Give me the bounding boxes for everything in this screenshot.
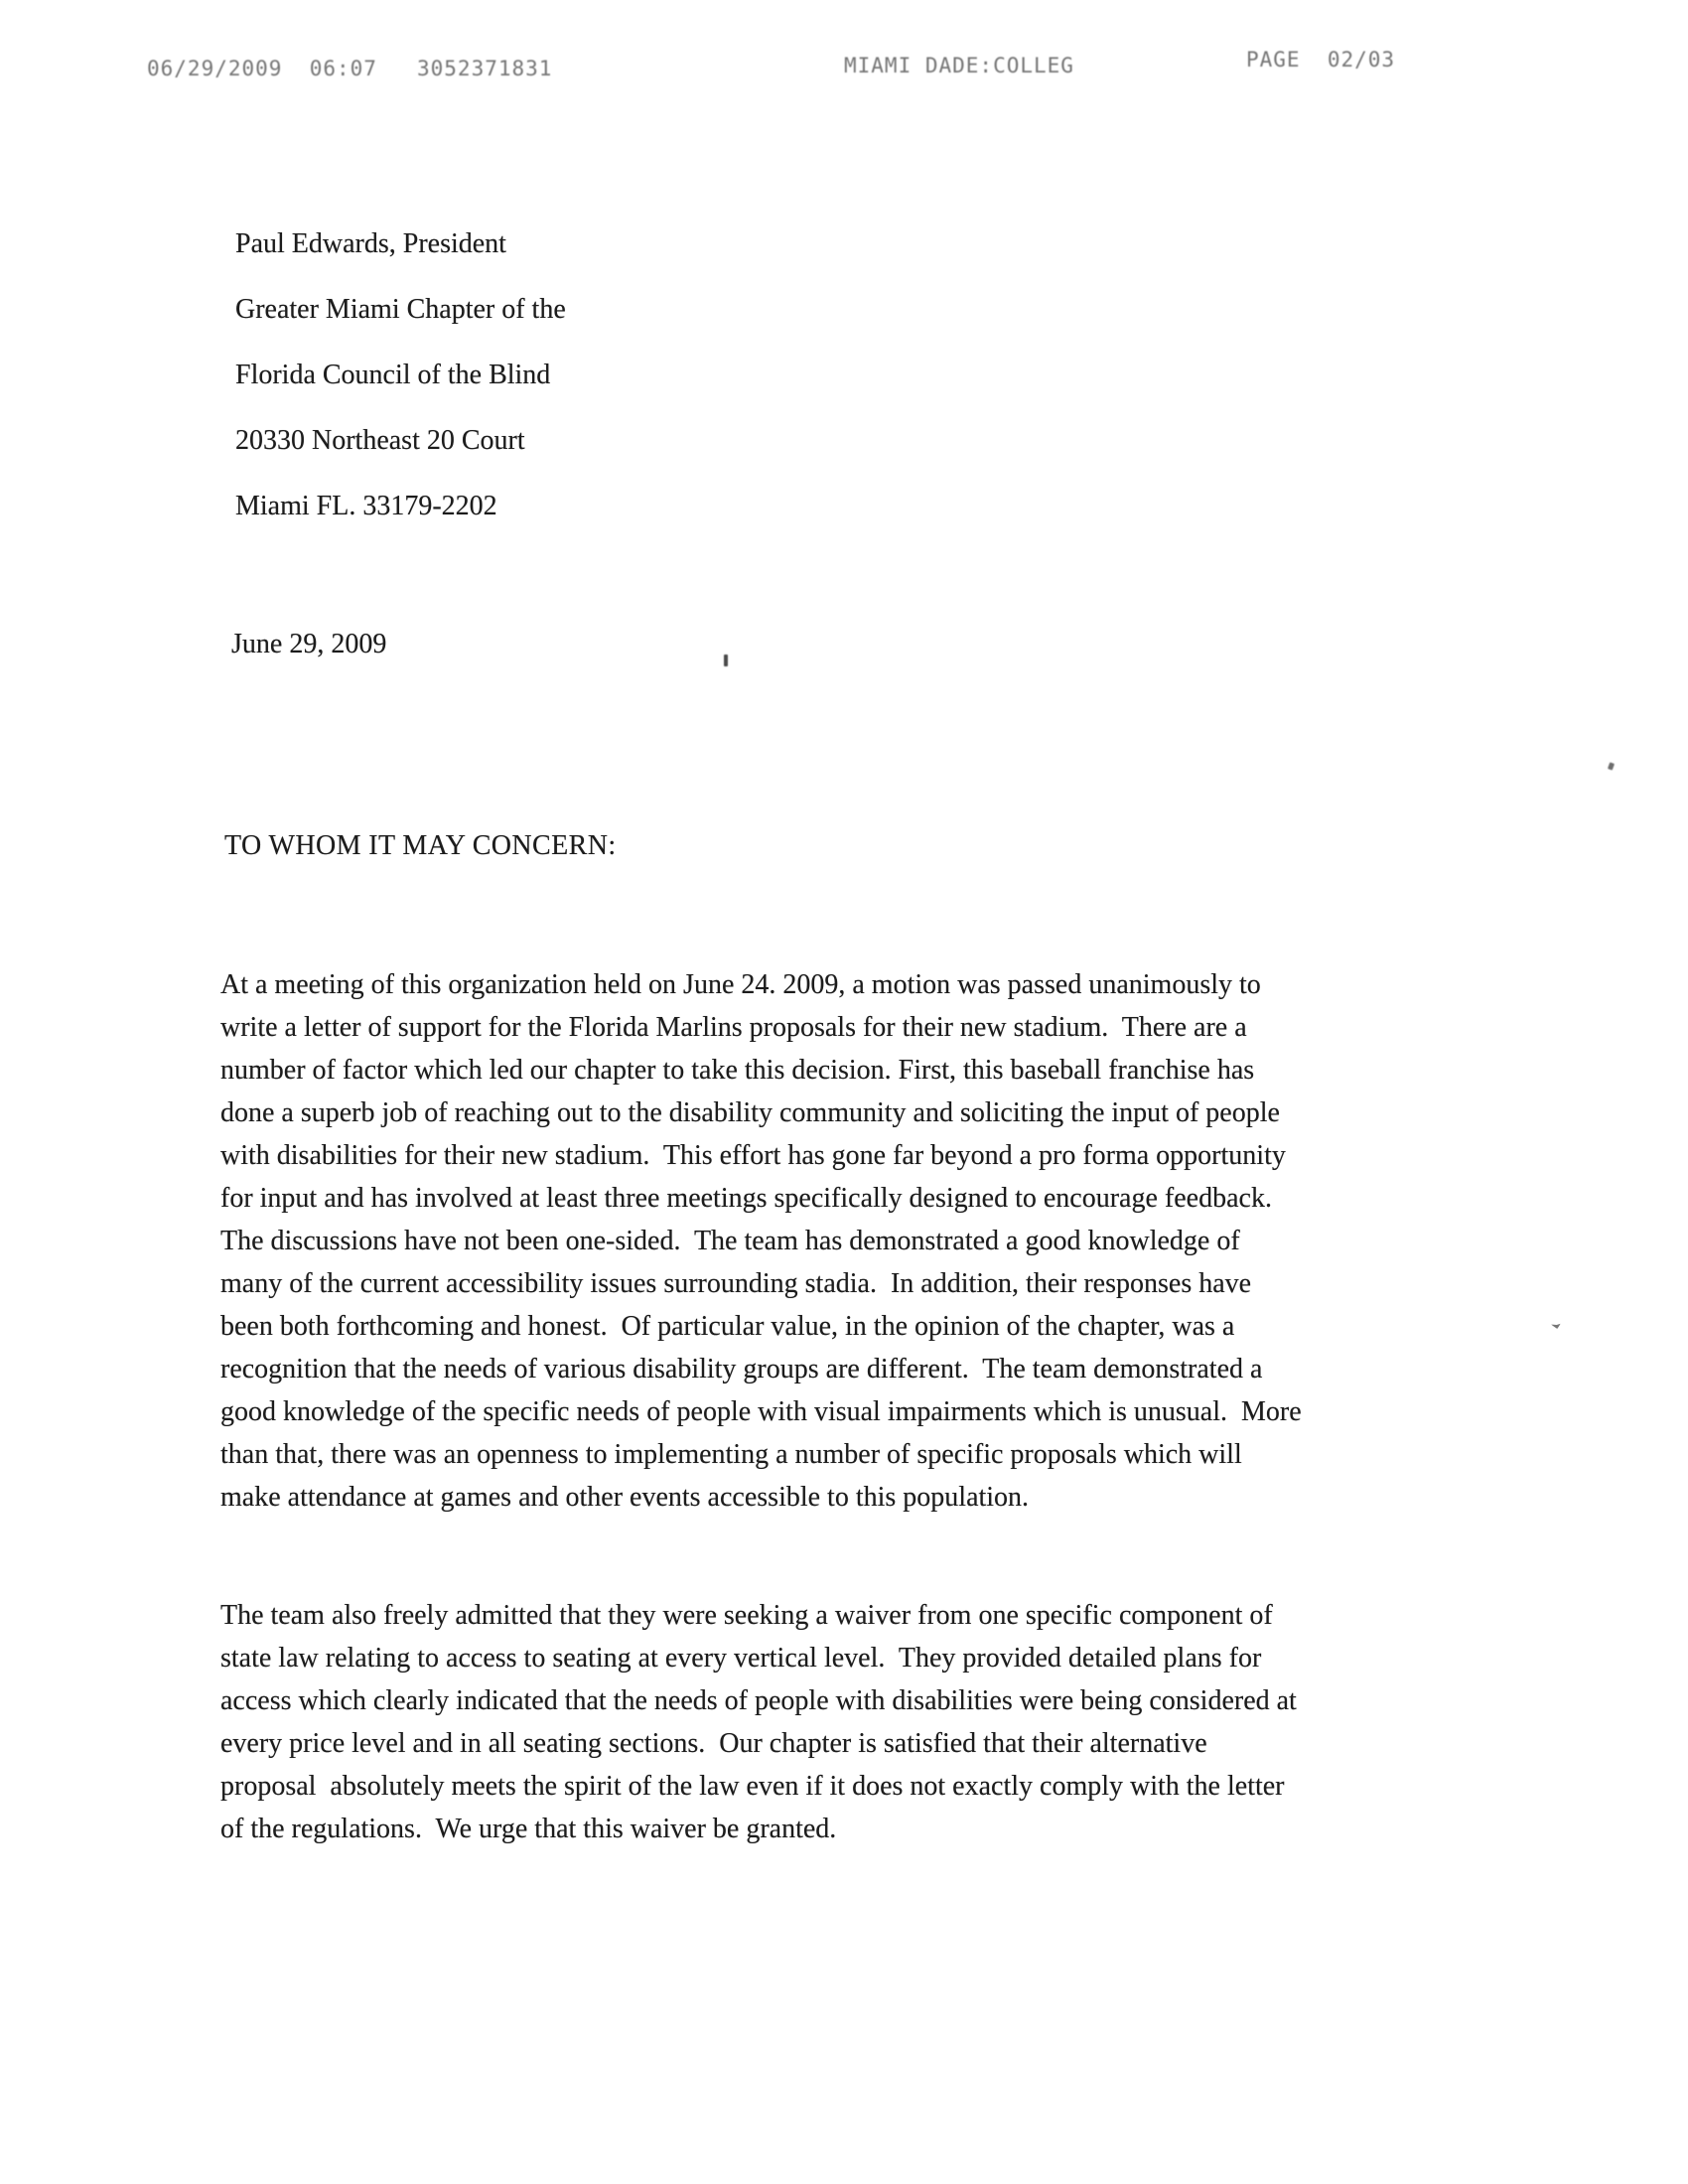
body-line: write a letter of support for the Florida Marlins proposals for their new stadium. There are a <box>220 1012 1247 1043</box>
body-line: every price level and in all seating sections. Our chapter is satisfied that their alternative <box>220 1728 1207 1759</box>
body-line: access which clearly indicated that the needs of people with disabilities were being considered at <box>220 1685 1297 1716</box>
body-paragraph-2 <box>220 1594 1297 1850</box>
body-line: for input and has involved at least three meetings specifically designed to encourage feedback. <box>220 1183 1272 1214</box>
body-line: At a meeting of this organization held on June 24. 2009, a motion was passed unanimously to <box>220 969 1261 1000</box>
sender-name-line: Paul Edwards, President <box>235 228 506 259</box>
address-line: Miami FL. 33179-2202 <box>235 491 497 521</box>
body-line: done a superb job of reaching out to the disability community and soliciting the input of people <box>220 1097 1280 1128</box>
fax-page-indicator: PAGE 02/03 <box>1246 48 1396 72</box>
fax-datetime: 06/29/2009 06:07 <box>147 57 377 80</box>
body-line: state law relating to access to seating at every vertical level. They provided detailed plans for <box>220 1643 1262 1674</box>
fax-sender-number: 3052371831 <box>417 57 553 80</box>
address-line: Florida Council of the Blind <box>235 360 551 390</box>
fax-sender-name: MIAMI DADE:COLLEG <box>844 54 1074 77</box>
scan-artifact-speck <box>1608 762 1615 770</box>
address-line: Greater Miami Chapter of the <box>235 294 566 325</box>
body-line: make attendance at games and other events accessible to this population. <box>220 1482 1030 1513</box>
body-line: been both forthcoming and honest. Of particular value, in the opinion of the chapter, was a <box>220 1311 1235 1342</box>
letter-date: June 29, 2009 <box>231 629 387 659</box>
body-line: than that, there was an openness to implementing a number of specific proposals which will <box>220 1439 1242 1470</box>
address-line: 20330 Northeast 20 Court <box>235 425 525 456</box>
body-line: number of factor which led our chapter to take this decision. First, this baseball franchise has <box>220 1055 1255 1086</box>
body-line: recognition that the needs of various disability groups are different. The team demonstrated a <box>220 1354 1263 1384</box>
body-line: of the regulations. We urge that this waiver be granted. <box>220 1814 837 1844</box>
body-line: proposal absolutely meets the spirit of the law even if it does not exactly comply with the letter <box>220 1771 1285 1802</box>
body-line: with disabilities for their new stadium. This effort has gone far beyond a pro forma opportunity <box>220 1140 1286 1171</box>
scan-artifact-speck <box>724 655 728 666</box>
body-line: The team also freely admitted that they were seeking a waiver from one specific component of <box>220 1600 1273 1631</box>
body-paragraph-1 <box>220 963 1302 1519</box>
sender-address-block <box>235 212 566 539</box>
body-line: good knowledge of the specific needs of people with visual impairments which is unusual. More <box>220 1396 1302 1427</box>
body-line: The discussions have not been one-sided. The team has demonstrated a good knowledge of <box>220 1226 1240 1256</box>
salutation: TO WHOM IT MAY CONCERN: <box>224 830 617 861</box>
scan-artifact-speck <box>1551 1320 1562 1330</box>
body-line: many of the current accessibility issues surrounding stadia. In addition, their responses have <box>220 1268 1252 1299</box>
